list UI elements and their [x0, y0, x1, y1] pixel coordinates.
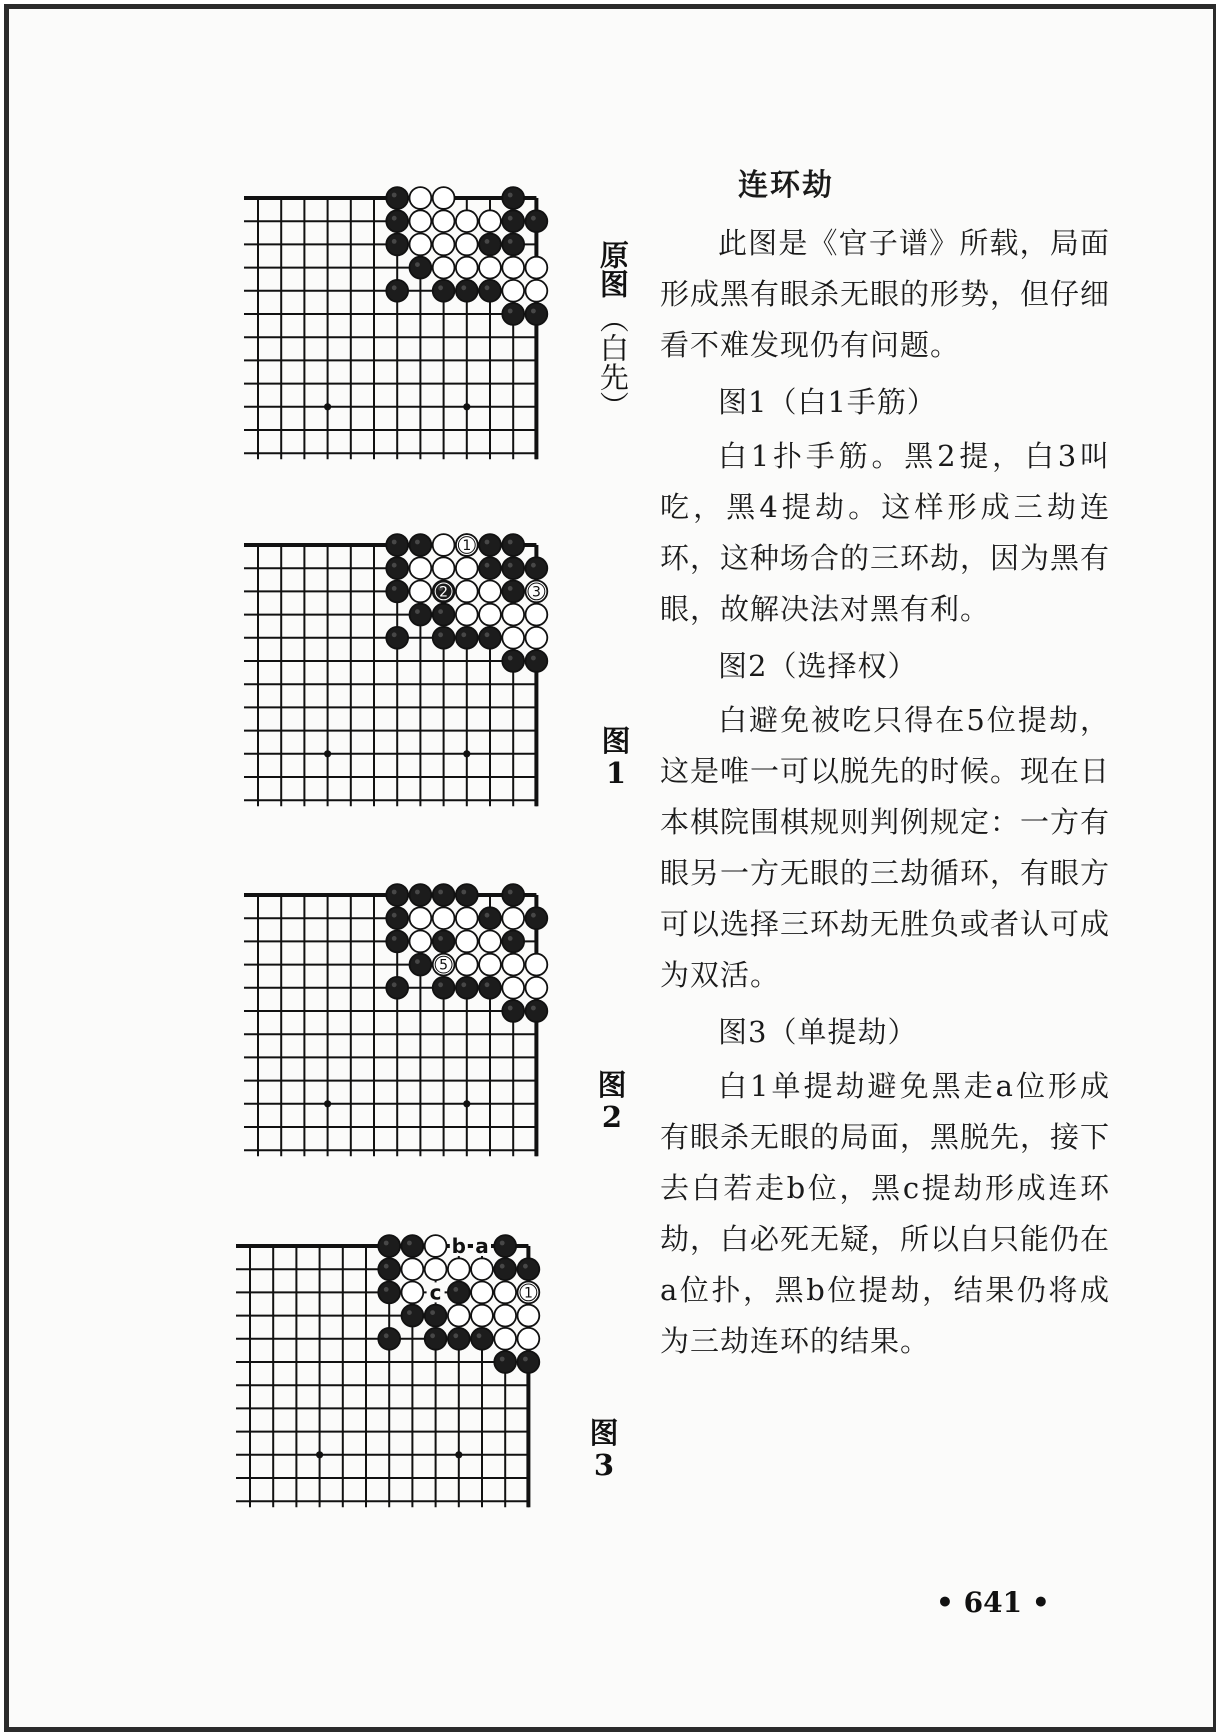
white-stone	[456, 930, 478, 952]
white-stone	[479, 604, 501, 626]
black-stone	[433, 930, 455, 952]
black-stone	[433, 580, 455, 602]
white-stone	[456, 604, 478, 626]
board-fig1-svg	[248, 535, 578, 835]
white-stone	[456, 210, 478, 232]
white-stone	[448, 1258, 470, 1280]
star-point	[463, 403, 470, 410]
black-stone	[502, 580, 524, 602]
star-point	[324, 1100, 331, 1107]
white-stone	[456, 257, 478, 279]
article-intro: 此图是《官子谱》所载，局面形成黑有眼杀无眼的形势，但仔细看不难发现仍有问题。	[660, 226, 1111, 362]
fig2-body: 白避免被吃只得在5位提劫，这是唯一可以脱先的时候。现在日本棋院围棋规则判例规定：一方有眼另一方无眼的三劫循环，有眼方可以选择三环劫无胜负或者认可成为双活。	[660, 703, 1111, 992]
black-stone	[479, 534, 501, 556]
black-stone	[479, 977, 501, 999]
black-stone	[502, 650, 524, 672]
black-stone	[401, 1305, 423, 1327]
black-stone	[502, 210, 524, 232]
black-stone	[479, 627, 501, 649]
black-stone	[502, 233, 524, 255]
black-stone	[517, 1351, 539, 1373]
white-stone	[525, 954, 547, 976]
white-stone	[471, 1281, 493, 1303]
black-stone	[525, 557, 547, 579]
black-stone	[502, 187, 524, 209]
board-fig3	[240, 1236, 570, 1536]
white-stone	[456, 954, 478, 976]
caption-original-title: 原图	[595, 240, 630, 298]
white-stone	[409, 210, 431, 232]
black-stone	[409, 884, 431, 906]
white-stone	[517, 1305, 539, 1327]
black-stone	[525, 210, 547, 232]
move-number: 1	[523, 1285, 533, 1302]
black-stone	[456, 627, 478, 649]
black-stone	[386, 884, 408, 906]
black-stone	[386, 580, 408, 602]
white-stone	[456, 907, 478, 929]
black-stone	[433, 280, 455, 302]
white-stone	[433, 233, 455, 255]
white-stone	[479, 930, 501, 952]
black-stone	[386, 557, 408, 579]
white-stone	[479, 210, 501, 232]
white-stone	[525, 580, 547, 602]
black-stone	[456, 884, 478, 906]
white-stone	[401, 1281, 423, 1303]
caption-fig3-label: 图	[589, 1416, 619, 1450]
board-fig2	[248, 885, 578, 1185]
white-stone	[502, 604, 524, 626]
black-stone	[502, 1000, 524, 1022]
caption-fig3-number: 3	[593, 1447, 615, 1482]
black-stone	[378, 1281, 400, 1303]
white-stone	[425, 1258, 447, 1280]
black-stone	[425, 1328, 447, 1350]
caption-original	[596, 240, 636, 420]
white-stone	[409, 187, 431, 209]
fig3-body: 白1单提劫避免黑走a位形成有眼杀无眼的局面，黑脱先，接下去白若走b位，黑c提劫形成连环劫，白必死无疑，所以白只能仍在a位扑，黑b位提劫，结果仍将成为三劫连环的结果。	[660, 1069, 1111, 1358]
black-stone	[409, 954, 431, 976]
black-stone	[456, 280, 478, 302]
move-number: 5	[439, 957, 449, 974]
black-stone	[386, 627, 408, 649]
white-stone	[525, 627, 547, 649]
star-point	[463, 1100, 470, 1107]
black-stone	[433, 884, 455, 906]
black-stone	[386, 187, 408, 209]
white-stone	[401, 1258, 423, 1280]
white-stone	[502, 257, 524, 279]
white-stone	[409, 557, 431, 579]
letter-mark: a	[475, 1234, 489, 1258]
caption-fig1-number: 1	[605, 755, 627, 790]
black-stone	[409, 534, 431, 556]
white-stone	[409, 907, 431, 929]
fig1-body: 白1扑手筋。黑2提，白3叫吃，黑4提劫。这样形成三劫连环，这种场合的三环劫，因为黑有眼，故解决法对黑有利。	[660, 439, 1111, 626]
white-stone	[409, 930, 431, 952]
black-stone	[448, 1281, 470, 1303]
black-stone	[448, 1328, 470, 1350]
white-stone	[502, 280, 524, 302]
star-point	[463, 750, 470, 757]
board-fig1	[248, 535, 578, 835]
board-original-svg	[248, 188, 578, 488]
black-stone	[425, 1305, 447, 1327]
black-stone	[494, 1258, 516, 1280]
white-stone	[433, 557, 455, 579]
white-stone	[448, 1305, 470, 1327]
black-stone	[409, 604, 431, 626]
black-stone	[386, 233, 408, 255]
white-stone	[456, 557, 478, 579]
board-fig2-svg	[248, 885, 578, 1185]
article	[660, 164, 1110, 1375]
white-stone	[425, 1235, 447, 1257]
black-stone	[525, 650, 547, 672]
black-stone	[502, 884, 524, 906]
white-stone	[525, 977, 547, 999]
black-stone	[517, 1258, 539, 1280]
black-stone	[479, 280, 501, 302]
white-stone	[525, 280, 547, 302]
white-stone	[409, 580, 431, 602]
white-stone	[494, 1281, 516, 1303]
move-number: 2	[439, 584, 449, 601]
black-stone	[502, 557, 524, 579]
white-stone	[479, 580, 501, 602]
black-stone	[433, 627, 455, 649]
caption-fig3	[584, 1418, 624, 1482]
black-stone	[471, 1328, 493, 1350]
white-stone	[433, 534, 455, 556]
white-stone	[502, 977, 524, 999]
black-stone	[386, 534, 408, 556]
white-stone	[502, 627, 524, 649]
move-number: 1	[462, 538, 472, 554]
white-stone	[517, 1281, 539, 1303]
white-stone	[494, 1305, 516, 1327]
white-stone	[456, 233, 478, 255]
white-stone	[502, 907, 524, 929]
black-stone	[401, 1235, 423, 1257]
black-stone	[502, 303, 524, 325]
caption-original-note: （白先）	[595, 304, 630, 420]
letter-mark: b	[451, 1234, 466, 1258]
white-stone	[525, 257, 547, 279]
white-stone	[479, 954, 501, 976]
black-stone	[525, 1000, 547, 1022]
white-stone	[494, 1328, 516, 1350]
white-stone	[502, 954, 524, 976]
black-stone	[502, 534, 524, 556]
black-stone	[386, 977, 408, 999]
star-point	[324, 403, 331, 410]
star-point	[324, 750, 331, 757]
black-stone	[378, 1235, 400, 1257]
letter-mark: c	[429, 1280, 442, 1305]
black-stone	[479, 557, 501, 579]
black-stone	[494, 1235, 516, 1257]
black-stone	[502, 930, 524, 952]
white-stone	[456, 534, 478, 556]
white-stone	[471, 1258, 493, 1280]
caption-fig2	[592, 1070, 632, 1134]
move-number: 3	[531, 584, 541, 601]
star-point	[455, 1451, 462, 1458]
black-stone	[456, 977, 478, 999]
black-stone	[386, 210, 408, 232]
black-stone	[378, 1258, 400, 1280]
caption-fig1-label: 图	[601, 724, 631, 758]
white-stone	[433, 210, 455, 232]
page-number: • 641 •	[936, 1586, 1050, 1619]
black-stone	[378, 1328, 400, 1350]
fig1-heading: 图1（白1手筋）	[718, 385, 937, 419]
white-stone	[525, 604, 547, 626]
white-stone	[456, 580, 478, 602]
black-stone	[433, 977, 455, 999]
article-title: 连环劫	[738, 168, 834, 203]
white-stone	[433, 907, 455, 929]
black-stone	[525, 303, 547, 325]
board-fig3-svg	[240, 1236, 570, 1536]
black-stone	[479, 233, 501, 255]
black-stone	[386, 907, 408, 929]
black-stone	[479, 907, 501, 929]
caption-fig1	[596, 726, 636, 790]
board-original	[248, 188, 578, 488]
black-stone	[494, 1351, 516, 1373]
fig2-heading: 图2（选择权）	[718, 649, 918, 683]
fig3-heading: 图3（单提劫）	[718, 1015, 918, 1049]
black-stone	[409, 257, 431, 279]
caption-fig2-label: 图	[597, 1068, 627, 1102]
black-stone	[525, 907, 547, 929]
white-stone	[433, 954, 455, 976]
white-stone	[433, 187, 455, 209]
star-point	[316, 1451, 323, 1458]
white-stone	[471, 1305, 493, 1327]
caption-fig2-number: 2	[601, 1099, 623, 1134]
white-stone	[517, 1328, 539, 1350]
black-stone	[386, 280, 408, 302]
white-stone	[479, 257, 501, 279]
white-stone	[409, 233, 431, 255]
white-stone	[433, 257, 455, 279]
black-stone	[433, 604, 455, 626]
black-stone	[386, 930, 408, 952]
